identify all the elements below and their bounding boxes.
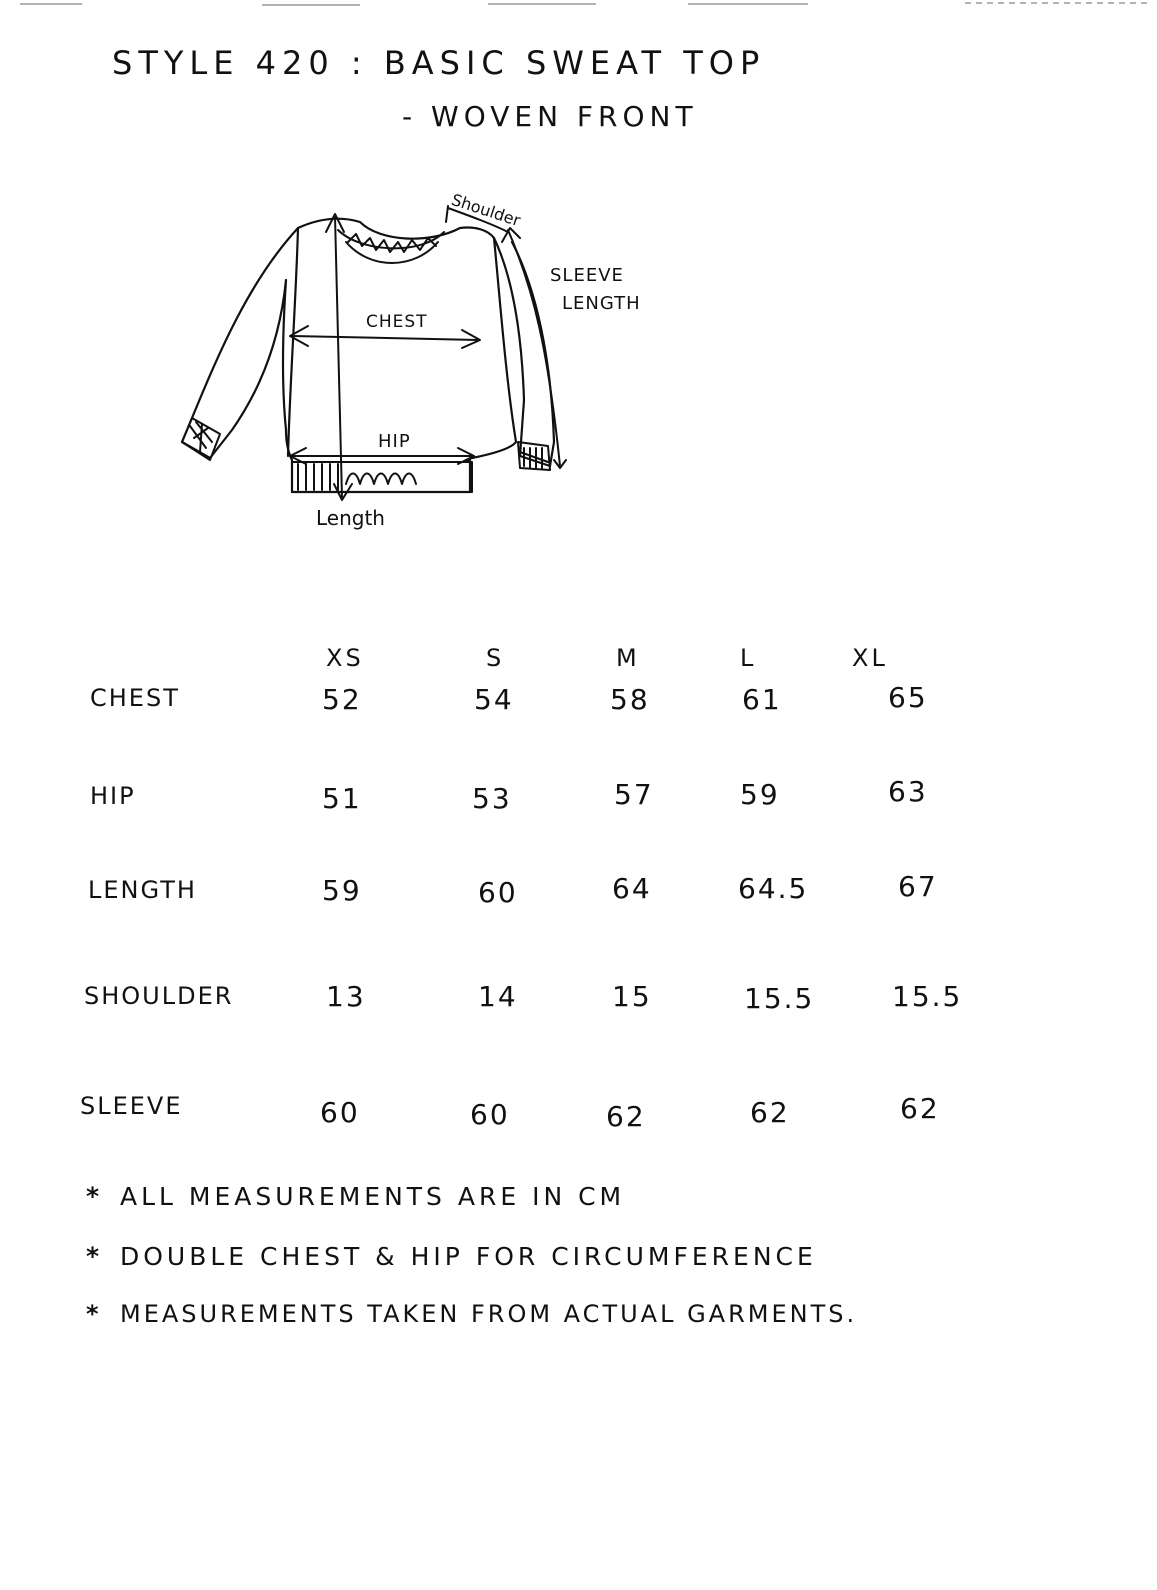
table-cell: 65 (888, 681, 928, 714)
note-actual-garments (86, 1300, 857, 1328)
table-cell: 64 (612, 872, 652, 905)
note-text: ALL MEASUREMENTS ARE IN CM (120, 1182, 626, 1211)
row-label-length: LENGTH (88, 876, 197, 904)
note-circumference (86, 1242, 817, 1271)
note-bullet: * (86, 1242, 104, 1271)
note-units (86, 1182, 625, 1211)
sleeve-length-label (550, 262, 641, 318)
size-header-s: S (486, 644, 505, 672)
note-bullet: * (86, 1300, 102, 1328)
table-cell: 64.5 (738, 872, 809, 905)
table-cell: 15.5 (744, 982, 815, 1015)
note-text: DOUBLE CHEST & HIP FOR CIRCUMFERENCE (120, 1242, 817, 1271)
neckline-ribbing (338, 230, 444, 263)
table-cell: 63 (888, 775, 928, 808)
length-measure-line (326, 214, 352, 500)
note-text: MEASUREMENTS TAKEN FROM ACTUAL GARMENTS. (120, 1300, 858, 1328)
size-header-xs: XS (326, 644, 364, 672)
sleeve-label-line1: SLEEVE (550, 265, 624, 286)
sleeve-label-line2: LENGTH (562, 293, 641, 314)
table-cell: 61 (742, 683, 782, 716)
table-cell: 62 (900, 1092, 940, 1125)
table-cell: 15 (612, 980, 652, 1013)
table-cell: 51 (322, 782, 362, 815)
table-cell: 53 (472, 782, 512, 815)
scan-edge-marks (0, 0, 1157, 10)
chest-label: CHEST (366, 312, 428, 332)
table-cell: 15.5 (892, 980, 963, 1013)
size-header-xl: XL (852, 644, 888, 672)
table-cell: 60 (320, 1096, 360, 1129)
shoulder-label: Shoulder (449, 190, 523, 231)
table-cell: 59 (322, 874, 362, 907)
row-label-shoulder: SHOULDER (84, 982, 234, 1010)
sweatshirt-diagram (170, 180, 700, 560)
hip-label: HIP (378, 431, 411, 452)
table-cell: 67 (898, 870, 938, 903)
row-label-hip: HIP (90, 782, 136, 810)
table-cell: 57 (614, 778, 654, 811)
table-cell: 58 (610, 683, 650, 716)
table-cell: 62 (750, 1096, 790, 1129)
table-cell: 60 (470, 1098, 510, 1131)
row-label-sleeve: SLEEVE (80, 1092, 183, 1120)
table-cell: 60 (478, 876, 518, 909)
page-subtitle: - WOVEN FRONT (402, 100, 698, 133)
table-cell: 62 (606, 1100, 646, 1133)
length-label: Length (316, 506, 385, 530)
page-title: STYLE 420 : BASIC SWEAT TOP (112, 44, 766, 82)
table-cell: 14 (478, 980, 518, 1013)
table-cell: 54 (474, 683, 514, 716)
row-label-chest: CHEST (90, 684, 180, 712)
table-cell: 13 (326, 980, 366, 1013)
table-cell: 59 (740, 778, 780, 811)
size-header-l: L (740, 644, 757, 672)
waistband-ribbing (292, 462, 472, 492)
note-bullet: * (86, 1182, 104, 1211)
table-cell: 52 (322, 683, 362, 716)
size-header-m: M (616, 644, 640, 672)
